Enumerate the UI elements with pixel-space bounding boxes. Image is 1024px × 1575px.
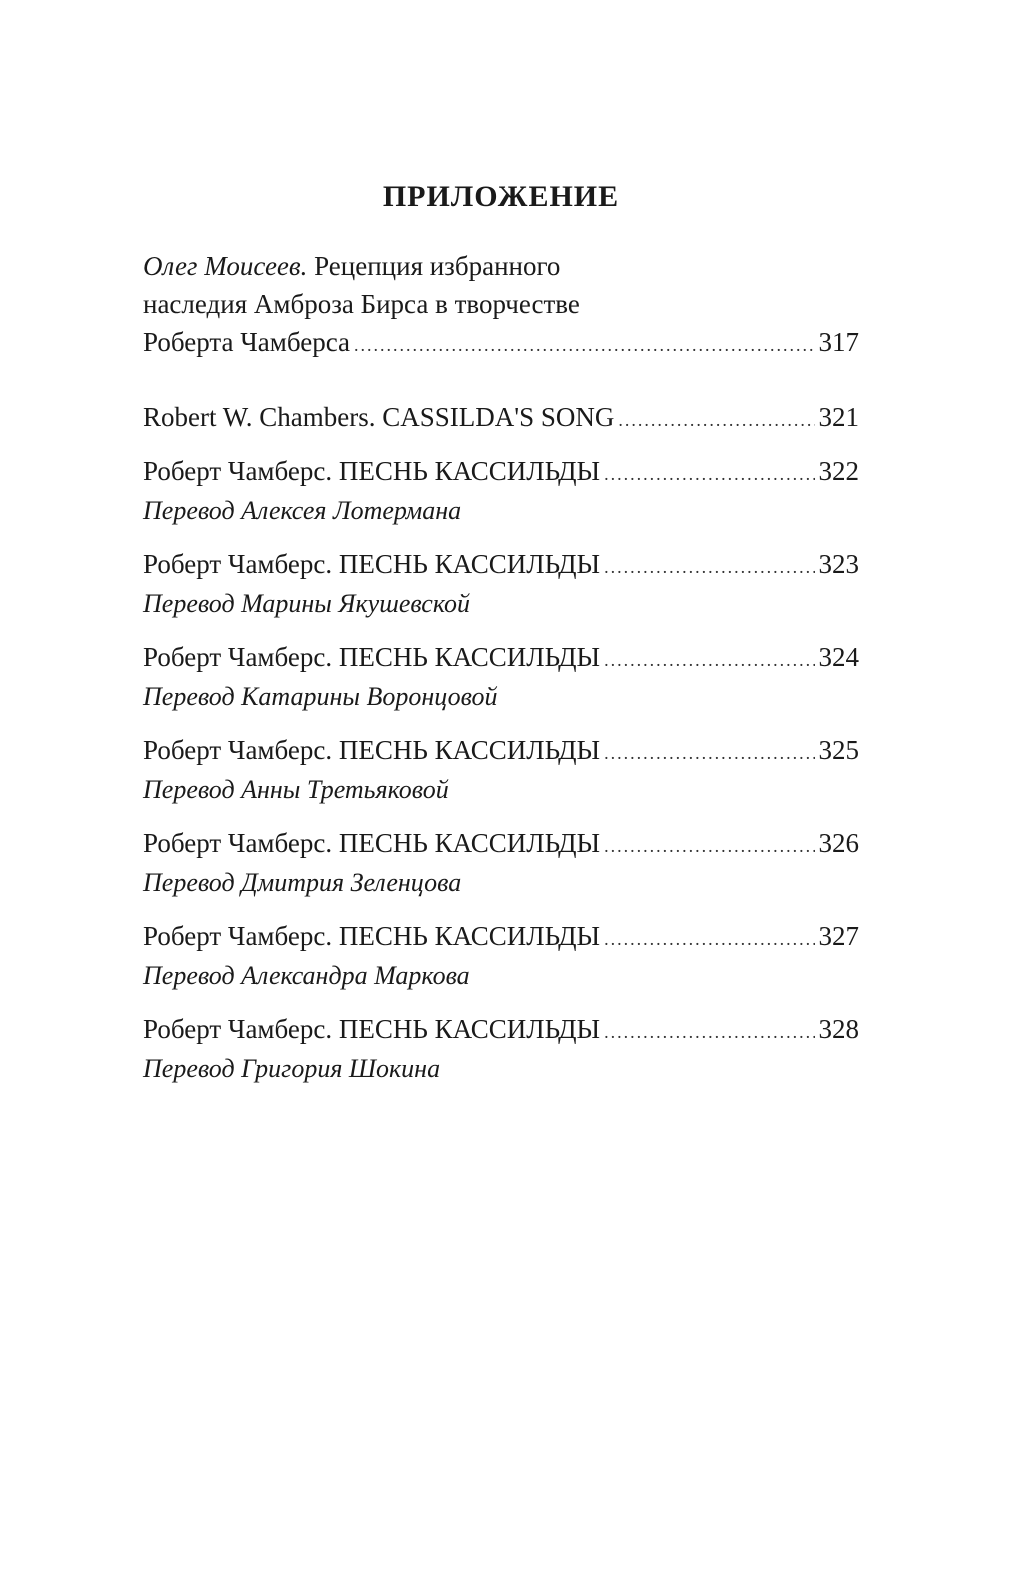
entry-translator: Перевод Григория Шокина — [143, 1054, 441, 1083]
intro-line-3 — [143, 323, 859, 364]
toc-entry-intro — [143, 247, 859, 364]
toc-entry-line — [143, 731, 859, 772]
toc-entry — [143, 824, 859, 901]
page-number: 326 — [818, 828, 859, 858]
entry-translator: Перевод Катарины Воронцовой — [143, 682, 498, 711]
entry-title: Роберт Чамберс. ПЕСНЬ КАССИЛЬДЫ — [143, 549, 601, 579]
section-heading: ПРИЛОЖЕНИЕ — [382, 180, 620, 213]
page-number: 325 — [818, 735, 859, 765]
page-number: 322 — [818, 456, 859, 486]
dot-leader — [604, 827, 814, 865]
toc-entry-line — [143, 638, 859, 679]
toc-entry — [143, 1010, 859, 1087]
dot-leader — [354, 326, 815, 364]
entry-translator: Перевод Дмитрия Зеленцова — [143, 868, 462, 897]
toc-entry — [143, 638, 859, 715]
entry-title: Роберт Чамберс. ПЕСНЬ КАССИЛЬДЫ — [143, 735, 601, 765]
toc-entry — [143, 731, 859, 808]
entry-title: Роберт Чамберс. ПЕСНЬ КАССИЛЬДЫ — [143, 1014, 601, 1044]
page-number: 324 — [818, 642, 859, 672]
toc-entry — [143, 917, 859, 994]
toc-entry — [143, 398, 859, 439]
intro-line-1 — [143, 247, 859, 285]
page-number: 317 — [818, 327, 859, 357]
toc-entry — [143, 452, 859, 529]
dot-leader — [604, 548, 814, 586]
entry-translator: Перевод Алексея Лотермана — [143, 496, 462, 525]
page-number: 323 — [818, 549, 859, 579]
entry-translator: Перевод Александра Маркова — [143, 961, 470, 990]
toc-entry-line — [143, 824, 859, 865]
page-number: 328 — [818, 1014, 859, 1044]
intro-title-line-1: Рецепция избранного — [307, 251, 561, 281]
dot-leader — [604, 734, 814, 772]
toc-entry-line — [143, 452, 859, 493]
entry-title: Роберт Чамберс. ПЕСНЬ КАССИЛЬДЫ — [143, 642, 601, 672]
entry-title: Роберт Чамберс. ПЕСНЬ КАССИЛЬДЫ — [143, 921, 601, 951]
page-number: 327 — [818, 921, 859, 951]
intro-title-line-2: наследия Амброза Бирса в творчестве — [143, 289, 580, 319]
page-number: 321 — [818, 402, 859, 432]
toc-entry-line — [143, 545, 859, 586]
dot-leader — [604, 455, 814, 493]
toc-entry-line — [143, 398, 859, 439]
entry-translator: Перевод Анны Третьяковой — [143, 775, 449, 804]
dot-leader — [604, 641, 814, 679]
intro-author: Олег Моисеев. — [143, 251, 308, 281]
dot-leader — [604, 920, 814, 958]
toc-entry-line — [143, 917, 859, 958]
toc-entry-line — [143, 1010, 859, 1051]
intro-title-line-3: Роберта Чамберса — [143, 327, 350, 357]
dot-leader — [618, 401, 814, 439]
entry-translator: Перевод Марины Якушевской — [143, 589, 471, 618]
entry-title: Роберт Чамберс. ПЕСНЬ КАССИЛЬДЫ — [143, 828, 601, 858]
entry-title: Роберт Чамберс. ПЕСНЬ КАССИЛЬДЫ — [143, 456, 601, 486]
entry-title: Robert W. Chambers. CASSILDA'S SONG — [143, 402, 615, 432]
dot-leader — [604, 1013, 814, 1051]
toc-entry — [143, 545, 859, 622]
